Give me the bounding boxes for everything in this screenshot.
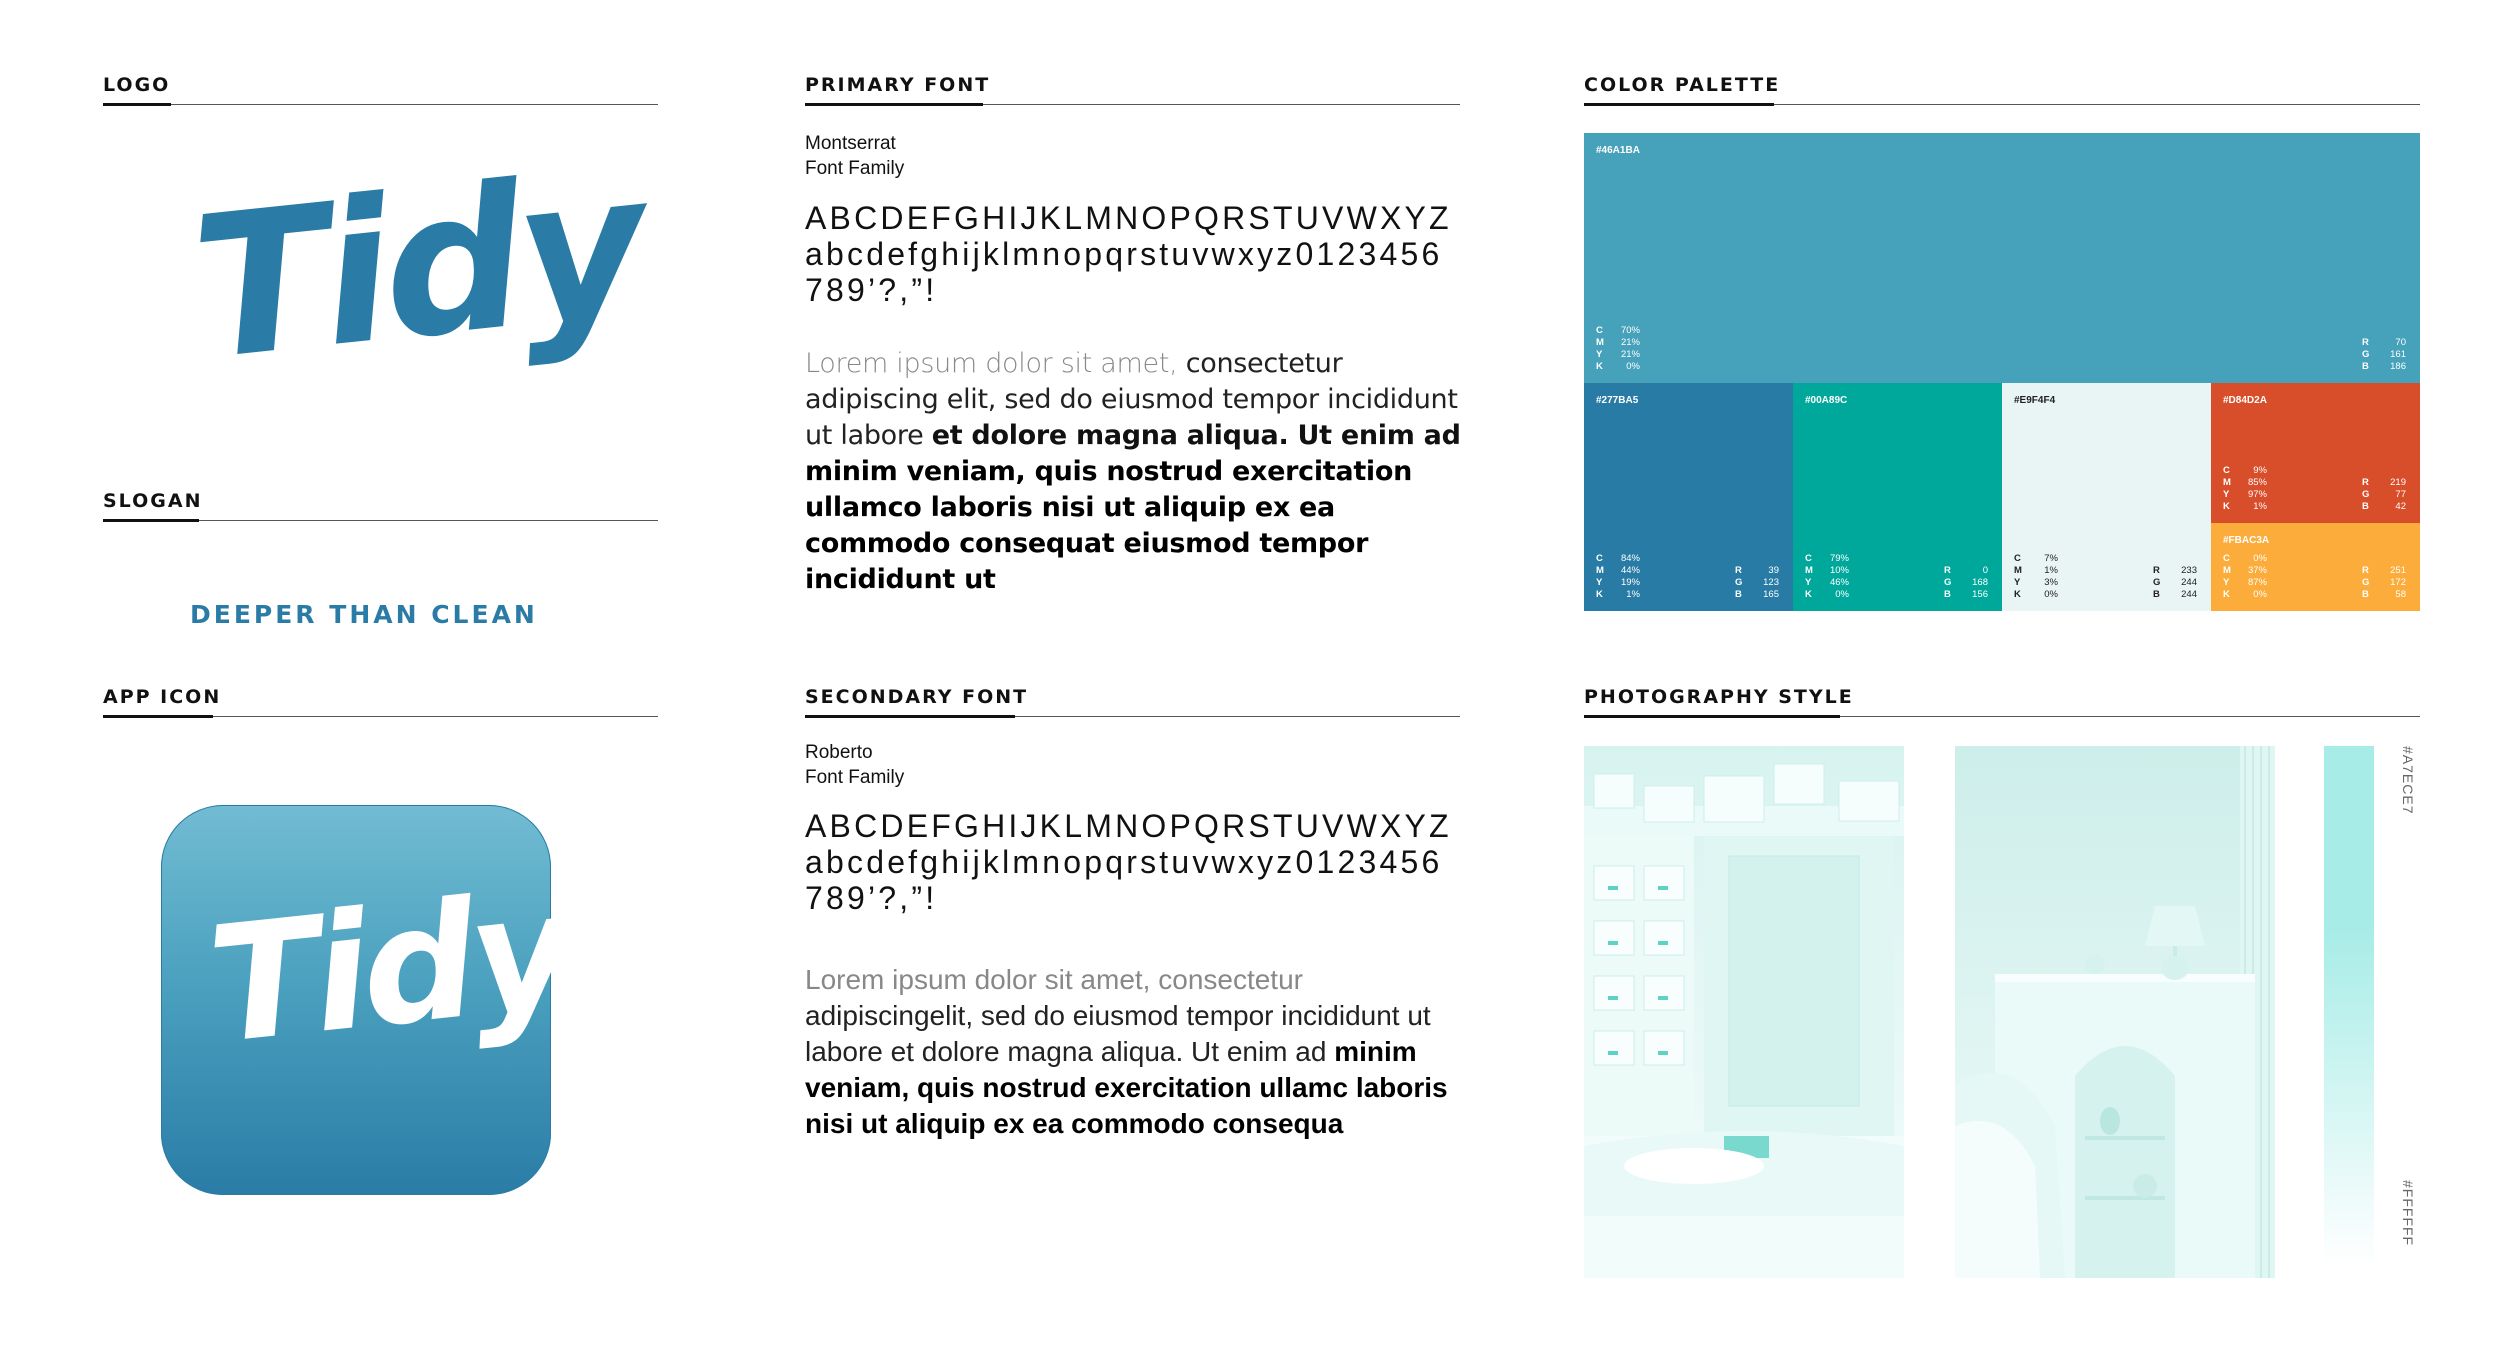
rgb-value: 165 xyxy=(1763,589,1779,600)
swatch-hex: #00A89C xyxy=(1805,395,1848,406)
swatch-rgb xyxy=(1944,565,1988,601)
cmyk-key: C xyxy=(1596,553,1603,564)
swatch-rgb xyxy=(2362,337,2406,373)
cmyk-value: 85% xyxy=(2247,477,2267,488)
cmyk-value: 0% xyxy=(2253,553,2267,564)
secondary-font-name-block xyxy=(805,740,904,790)
secondary-sample-bold: minim veniam, quis nostrud exercitation ullamc laboris nisi ut aliquip ex ea commodo consequa xyxy=(805,1036,1448,1139)
primary-font-name: Montserrat xyxy=(805,133,896,154)
cmyk-value: 10% xyxy=(1829,565,1849,576)
rgb-key: G xyxy=(2153,577,2161,588)
cmyk-key: C xyxy=(2014,553,2021,564)
cmyk-key: Y xyxy=(2223,577,2230,588)
cmyk-value: 84% xyxy=(1620,553,1640,564)
cmyk-value: 1% xyxy=(2253,501,2267,512)
rgb-key: R xyxy=(1735,565,1742,576)
primary-sample-bold: minim veniam, quis nostrud exercitation ullamco laboris nisi ut aliquip ex ea commodo consequat eiusmod tempor incididunt ut xyxy=(805,456,1413,595)
secondary-font-family-label: Font Family xyxy=(805,767,905,788)
secondary-font-alphabet: ABCDEFGHIJKLMNOPQRSTUVWXYZabcdefghijklmnopqrstuvwxyz0123456789’?,”! xyxy=(805,808,1452,916)
rgb-key: B xyxy=(2362,501,2369,512)
swatch-hex: #FBAC3A xyxy=(2223,535,2270,546)
photo-living-shelf-illustration xyxy=(1955,746,2275,1278)
cmyk-key: K xyxy=(2014,589,2021,600)
cmyk-key: K xyxy=(1596,589,1603,600)
secondary-font-name: Roberto xyxy=(805,742,873,763)
cmyk-key: M xyxy=(1596,337,1604,348)
rgb-value: 58 xyxy=(2395,589,2406,600)
photography-section-rule xyxy=(1584,716,2420,717)
photo-bedroom-shelves-illustration xyxy=(1584,746,1904,1278)
color-swatch-00a89c xyxy=(1793,383,2002,611)
cmyk-value: 46% xyxy=(1829,577,1849,588)
rgb-key: G xyxy=(1735,577,1743,588)
primary-font-name-block xyxy=(805,131,904,181)
cmyk-key: K xyxy=(2223,589,2230,600)
primary-sample-light: Lorem ipsum dolor sit amet, xyxy=(805,348,1178,379)
cmyk-key: K xyxy=(1596,361,1603,372)
cmyk-key: Y xyxy=(2223,489,2230,500)
cmyk-value: 44% xyxy=(1620,565,1640,576)
swatch-cmyk xyxy=(2223,465,2267,513)
primary-sample-medium: eiusmod tempor incididunt ut labore xyxy=(805,384,1458,451)
swatch-rgb xyxy=(1735,565,1779,601)
color-swatch-d84d2a xyxy=(2211,383,2420,523)
rgb-value: 70 xyxy=(2395,337,2406,348)
rgb-value: 156 xyxy=(1972,589,1988,600)
primary-font-alphabet: ABCDEFGHIJKLMNOPQRSTUVWXYZabcdefghijklmnopqrstuvwxyz0123456789’?,”! xyxy=(805,200,1452,308)
cmyk-key: M xyxy=(2223,565,2231,576)
secondary-sample-regular: adipiscingelit, sed do eiusmod tempor incididunt xyxy=(805,1000,1400,1031)
cmyk-value: 21% xyxy=(1620,349,1640,360)
swatch-rgb xyxy=(2362,565,2406,601)
secondary-font-section-title: SECONDARY FONT xyxy=(805,686,1029,708)
rgb-value: 219 xyxy=(2390,477,2406,488)
cmyk-key: C xyxy=(2223,553,2230,564)
rgb-value: 168 xyxy=(1972,577,1988,588)
primary-font-section-rule xyxy=(805,104,1460,105)
photo-living-shelf xyxy=(1955,746,2275,1278)
gradient-bottom-hex: #FFFFFF xyxy=(2400,1180,2416,1247)
swatch-rgb xyxy=(2362,477,2406,513)
app-icon-logo: Tidy xyxy=(201,856,578,1080)
cmyk-value: 87% xyxy=(2247,577,2267,588)
rgb-key: R xyxy=(2362,565,2369,576)
cmyk-value: 37% xyxy=(2247,565,2267,576)
app-icon-section-title: APP ICON xyxy=(103,686,222,708)
cmyk-key: Y xyxy=(1596,577,1603,588)
cmyk-key: K xyxy=(2223,501,2230,512)
cmyk-value: 7% xyxy=(2044,553,2058,564)
color-swatch-277ba5 xyxy=(1584,383,1793,611)
cmyk-value: 1% xyxy=(1626,589,1640,600)
secondary-font-section-rule xyxy=(805,716,1460,717)
rgb-key: R xyxy=(2153,565,2160,576)
cmyk-key: M xyxy=(1805,565,1813,576)
app-icon xyxy=(161,805,578,1195)
cmyk-value: 79% xyxy=(1829,553,1849,564)
cmyk-value: 0% xyxy=(1626,361,1640,372)
photography-gradient-strip xyxy=(2324,746,2374,1266)
cmyk-value: 0% xyxy=(1835,589,1849,600)
app-icon-section-rule xyxy=(103,716,658,717)
cmyk-key: C xyxy=(2223,465,2230,476)
cmyk-key: Y xyxy=(1596,349,1603,360)
rgb-value: 251 xyxy=(2390,565,2406,576)
rgb-value: 123 xyxy=(1763,577,1779,588)
cmyk-key: Y xyxy=(2014,577,2021,588)
rgb-value: 186 xyxy=(2390,361,2406,372)
rgb-value: 39 xyxy=(1768,565,1779,576)
rgb-key: B xyxy=(2362,361,2369,372)
swatch-cmyk xyxy=(2223,553,2267,601)
swatch-cmyk xyxy=(1596,325,1640,373)
rgb-key: G xyxy=(2362,577,2370,588)
rgb-key: R xyxy=(2362,477,2369,488)
cmyk-value: 21% xyxy=(1620,337,1640,348)
tidy-logo: Tidy xyxy=(184,131,651,405)
cmyk-key: K xyxy=(1805,589,1812,600)
cmyk-key: M xyxy=(2223,477,2231,488)
logo-section-title: LOGO xyxy=(103,74,171,96)
primary-font-family-label: Font Family xyxy=(805,158,905,179)
cmyk-value: 0% xyxy=(2253,589,2267,600)
cmyk-key: Y xyxy=(1805,577,1812,588)
color-palette-section-rule xyxy=(1584,104,2420,105)
cmyk-value: 0% xyxy=(2044,589,2058,600)
photography-section-title: PHOTOGRAPHY STYLE xyxy=(1584,686,1854,708)
rgb-value: 77 xyxy=(2395,489,2406,500)
rgb-key: G xyxy=(1944,577,1952,588)
color-swatch-fbac3a xyxy=(2211,523,2420,611)
logo-section-rule xyxy=(103,104,658,105)
slogan-section-title: SLOGAN xyxy=(103,490,203,512)
rgb-value: 0 xyxy=(1982,565,1988,576)
cmyk-value: 70% xyxy=(1620,325,1640,336)
gradient-top-hex: #A7ECE7 xyxy=(2400,746,2416,815)
rgb-value: 244 xyxy=(2181,589,2197,600)
color-swatch-46a1ba xyxy=(1584,133,2420,383)
cmyk-key: C xyxy=(1805,553,1812,564)
slogan-section-rule xyxy=(103,520,658,521)
swatch-hex: #46A1BA xyxy=(1596,145,1640,156)
swatch-hex: #D84D2A xyxy=(2223,395,2267,406)
rgb-value: 244 xyxy=(2181,577,2197,588)
cmyk-value: 97% xyxy=(2247,489,2267,500)
cmyk-value: 3% xyxy=(2044,577,2058,588)
swatch-cmyk xyxy=(2014,553,2058,601)
rgb-value: 233 xyxy=(2181,565,2197,576)
secondary-sample-light: Lorem ipsum dolor sit amet, consectetur xyxy=(805,964,1303,995)
rgb-key: B xyxy=(2362,589,2369,600)
rgb-key: B xyxy=(1735,589,1742,600)
rgb-key: B xyxy=(2153,589,2160,600)
secondary-font-sample xyxy=(805,962,1465,1142)
primary-font-section-title: PRIMARY FONT xyxy=(805,74,991,96)
secondary-sample-medium: ut labore et dolore magna aliqua. Ut enim ad xyxy=(805,1000,1431,1067)
rgb-value: 172 xyxy=(2390,577,2406,588)
cmyk-key: M xyxy=(2014,565,2022,576)
primary-sample-semibold: et dolore magna aliqua. Ut enim ad xyxy=(931,420,1461,451)
rgb-key: G xyxy=(2362,489,2370,500)
rgb-key: R xyxy=(1944,565,1951,576)
color-swatch-e9f4f4 xyxy=(2002,383,2211,611)
primary-font-sample xyxy=(805,346,1465,598)
rgb-value: 161 xyxy=(2390,349,2406,360)
cmyk-value: 9% xyxy=(2253,465,2267,476)
rgb-key: G xyxy=(2362,349,2370,360)
swatch-hex: #E9F4F4 xyxy=(2014,395,2056,406)
color-palette-section-title: COLOR PALETTE xyxy=(1584,74,1781,96)
cmyk-value: 19% xyxy=(1620,577,1640,588)
swatch-rgb xyxy=(2153,565,2197,601)
rgb-value: 42 xyxy=(2395,501,2406,512)
swatch-cmyk xyxy=(1596,553,1640,601)
rgb-key: B xyxy=(1944,589,1951,600)
rgb-key: R xyxy=(2362,337,2369,348)
slogan-text: DEEPER THAN CLEAN xyxy=(190,600,538,629)
cmyk-key: C xyxy=(1596,325,1603,336)
swatch-hex: #277BA5 xyxy=(1596,395,1639,406)
primary-sample-regular: consectetur adipiscing elit, sed do xyxy=(805,348,1343,415)
cmyk-value: 1% xyxy=(2044,565,2058,576)
photo-bedroom-shelves xyxy=(1584,746,1904,1278)
swatch-cmyk xyxy=(1805,553,1849,601)
cmyk-key: M xyxy=(1596,565,1604,576)
